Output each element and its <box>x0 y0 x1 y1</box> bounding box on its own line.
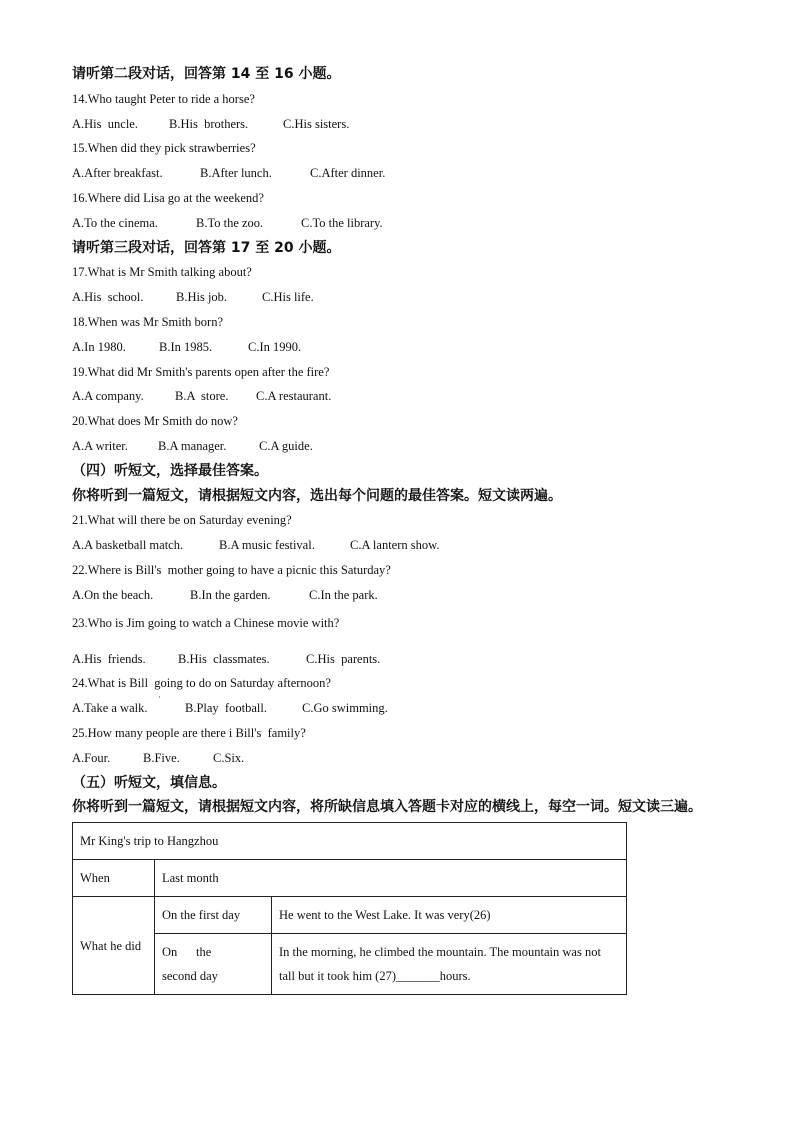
question-20: 20.What does Mr Smith do now? <box>72 414 238 429</box>
option-c: C.In 1990. <box>248 339 302 354</box>
stray-mark: · <box>158 692 161 702</box>
part-5-title: （五）听短文，填信息。 <box>72 774 226 791</box>
option-a: A.To the cinema. <box>72 215 158 230</box>
option-a: A.A writer. <box>72 438 128 453</box>
option-a: A.His school. <box>72 290 144 305</box>
table-row <box>73 934 627 995</box>
option-b: B.A music festival. <box>219 538 315 553</box>
option-a: A.His uncle. <box>72 116 138 131</box>
option-b: B.Play football. <box>185 701 267 716</box>
part-4-instructions: 你将听到一篇短文，请根据短文内容，选出每个问题的最佳答案。短文读两遍。 <box>72 487 562 504</box>
question-15-options <box>72 161 732 186</box>
what-label: What he did <box>73 897 155 995</box>
option-c: C.Six. <box>213 750 245 765</box>
question-21: 21.What will there be on Saturday evening? <box>72 513 292 528</box>
question-14: 14.Who taught Peter to ride a horse? <box>72 91 255 106</box>
option-c: C.His sisters. <box>283 116 350 131</box>
option-b: B.Five. <box>143 750 180 765</box>
table-title: Mr King's trip to Hangzhou <box>73 823 627 860</box>
when-value: Last month <box>155 860 627 897</box>
question-22: 22.Where is Bill's mother going to have a picnic this Saturday? <box>72 562 391 577</box>
option-a: A.His friends. <box>72 651 146 666</box>
option-a: A.Four. <box>72 750 111 765</box>
table-row <box>73 823 627 860</box>
question-16: 16.Where did Lisa go at the weekend? <box>72 190 264 205</box>
question-23-options <box>72 647 732 672</box>
part-4-title: （四）听短文，选择最佳答案。 <box>72 462 268 479</box>
question-16-options <box>72 211 732 236</box>
question-15: 15.When did they pick strawberries? <box>72 141 256 156</box>
option-a: A.Take a walk. <box>72 701 148 716</box>
option-b: B.In the garden. <box>190 587 271 602</box>
day-1-text: He went to the West Lake. It was very(26) <box>272 897 627 934</box>
option-c: C.A guide. <box>259 438 313 453</box>
part-5-instructions: 你将听到一篇短文，请根据短文内容，将所缺信息填入答题卡对应的横线上，每空一词。短文读三遍。 <box>72 799 702 816</box>
question-24: 24.What is Bill going to do on Saturday afternoon? <box>72 676 331 691</box>
info-table <box>72 822 627 995</box>
question-19: 19.What did Mr Smith's parents open after the fire? <box>72 364 330 379</box>
question-23: 23.Who is Jim going to watch a Chinese movie with? <box>72 615 340 630</box>
option-c: C.Go swimming. <box>302 701 388 716</box>
day-2-label: On the second day <box>155 934 272 995</box>
day-1-label: On the first day <box>155 897 272 934</box>
question-20-options <box>72 434 732 459</box>
option-a: A.In 1980. <box>72 339 126 354</box>
question-25-options <box>72 746 732 771</box>
option-c: C.After dinner. <box>310 166 386 181</box>
section-3-heading: 请听第三段对话，回答第 17 至 20 小题。 <box>72 239 341 256</box>
question-14-options <box>72 112 732 137</box>
question-25: 25.How many people are there i Bill's family? <box>72 725 306 740</box>
when-label: When <box>73 860 155 897</box>
question-17-options <box>72 285 732 310</box>
question-18-options <box>72 335 732 360</box>
question-24-options <box>72 696 732 721</box>
section-2-heading: 请听第二段对话，回答第 14 至 16 小题。 <box>72 66 341 82</box>
option-c: C.To the library. <box>301 215 383 230</box>
option-a: A.On the beach. <box>72 587 154 602</box>
option-a: A.A company. <box>72 389 144 404</box>
exam-page <box>72 62 732 995</box>
option-c: C.His life. <box>262 290 314 305</box>
option-c: C.A lantern show. <box>350 538 440 553</box>
question-22-options <box>72 583 732 608</box>
option-a: A.After breakfast. <box>72 166 163 181</box>
option-c: C.A restaurant. <box>256 389 332 404</box>
option-b: B.In 1985. <box>159 339 213 354</box>
option-b: B.His brothers. <box>169 116 249 131</box>
option-b: B.A manager. <box>158 438 227 453</box>
option-b: B.After lunch. <box>200 166 272 181</box>
question-17: 17.What is Mr Smith talking about? <box>72 265 252 280</box>
option-b: B.To the zoo. <box>196 215 264 230</box>
table-row <box>73 897 627 934</box>
option-b: B.A store. <box>175 389 229 404</box>
option-a: A.A basketball match. <box>72 538 184 553</box>
table-row <box>73 860 627 897</box>
option-b: B.His classmates. <box>178 651 270 666</box>
question-18: 18.When was Mr Smith born? <box>72 314 224 329</box>
question-21-options <box>72 533 732 558</box>
option-c: C.His parents. <box>306 651 381 666</box>
day-2-text: In the morning, he climbed the mountain. The mountain was not tall but it took him (27)_______hours. <box>272 934 627 995</box>
option-c: C.In the park. <box>309 587 378 602</box>
option-b: B.His job. <box>176 290 228 305</box>
question-19-options <box>72 384 732 409</box>
